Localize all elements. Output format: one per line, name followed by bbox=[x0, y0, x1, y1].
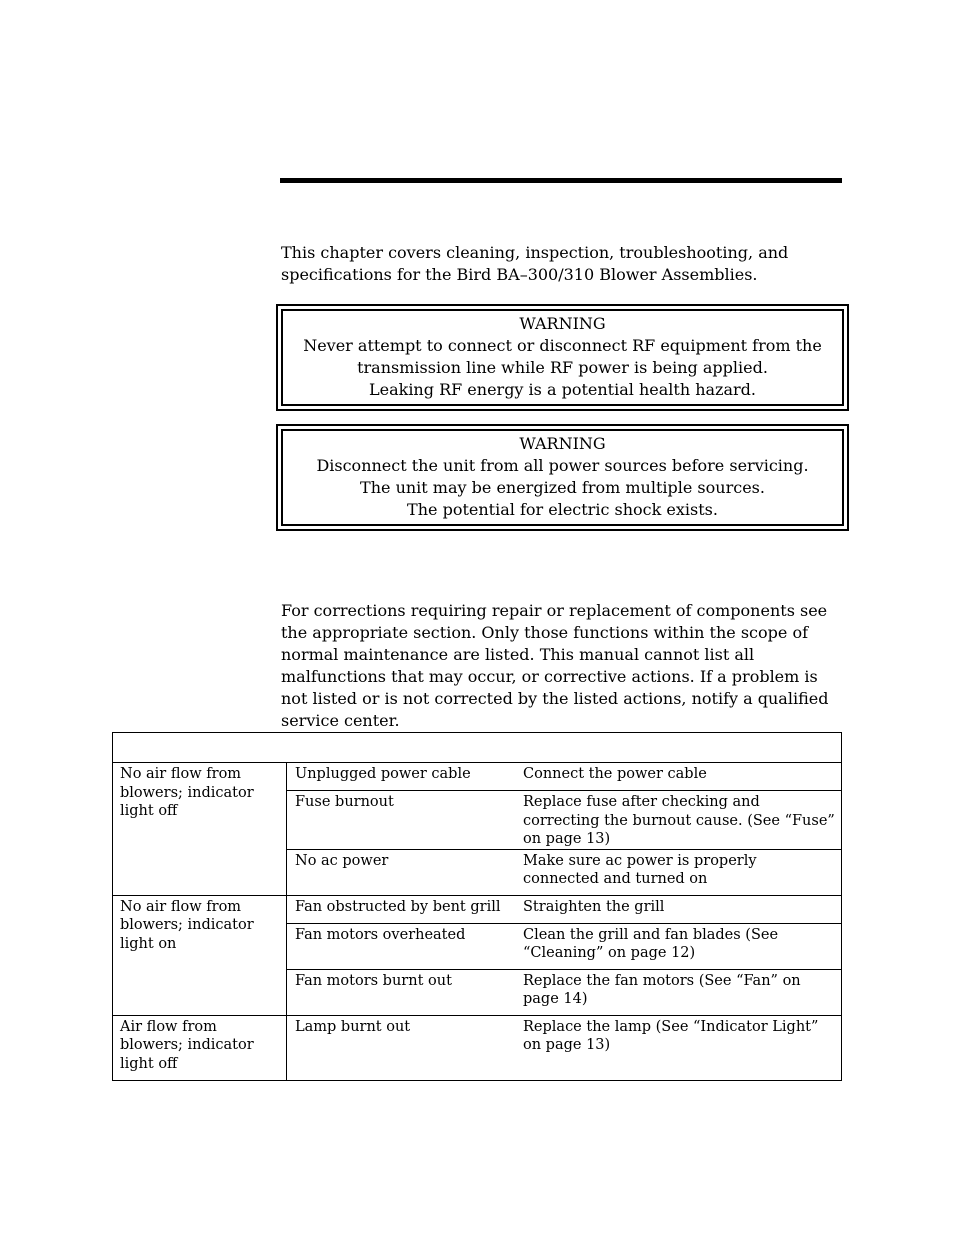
symptom-cell: No air flow from blowers; indicator light on bbox=[113, 895, 287, 1015]
warning-title: WARNING bbox=[519, 314, 606, 333]
table-row bbox=[113, 763, 842, 791]
cause-cell: No ac power bbox=[287, 849, 516, 895]
cause-cell: Fan motors overheated bbox=[287, 923, 516, 969]
troubleshooting-paragraph: For corrections requiring repair or replacement of components see the appropriate section. Only those functions within the scope of normal maintenance are listed. This manual cannot list all malfunctions that may occur, or corrective actions. If a problem is not listed or is not corrected by the listed actions, notify a qualified service center. bbox=[281, 601, 829, 730]
cause-cell: Fan motors burnt out bbox=[287, 969, 516, 1015]
table-header-cell bbox=[113, 733, 842, 763]
warning-line: The unit may be energized from multiple sources. bbox=[360, 478, 765, 497]
chapter-title-rule bbox=[280, 178, 842, 183]
remedy-cell: Straighten the grill bbox=[515, 895, 842, 923]
cause-cell: Unplugged power cable bbox=[287, 763, 516, 791]
remedy-cell: Replace the fan motors (See “Fan” on page 14) bbox=[515, 969, 842, 1015]
warning-box-rf-inner bbox=[281, 309, 844, 406]
warning-line: The potential for electric shock exists. bbox=[407, 500, 718, 519]
warning-line: Leaking RF energy is a potential health hazard. bbox=[368, 380, 756, 399]
symptom-cell: Air flow from blowers; indicator light off bbox=[113, 1015, 287, 1080]
warning-line: transmission line while RF power is being applied. bbox=[357, 358, 768, 377]
symptom-cell: No air flow from blowers; indicator light off bbox=[113, 763, 287, 896]
troubleshooting-table bbox=[112, 732, 842, 1081]
warning-line: Never attempt to connect or disconnect RF equipment from the bbox=[303, 336, 822, 355]
table-row bbox=[113, 1015, 842, 1080]
cause-cell: Lamp burnt out bbox=[287, 1015, 516, 1080]
remedy-cell: Make sure ac power is properly connected and turned on bbox=[515, 849, 842, 895]
intro-paragraph: This chapter covers cleaning, inspection, troubleshooting, and specifications for the Bird BA–300/310 Blower Assemblies. bbox=[281, 243, 789, 284]
remedy-cell: Connect the power cable bbox=[515, 763, 842, 791]
warning-box-rf bbox=[276, 304, 849, 411]
cause-cell: Fan obstructed by bent grill bbox=[287, 895, 516, 923]
table-header-row bbox=[113, 733, 842, 763]
remedy-cell: Clean the grill and fan blades (See “Cleaning” on page 12) bbox=[515, 923, 842, 969]
remedy-cell: Replace the lamp (See “Indicator Light” on page 13) bbox=[515, 1015, 842, 1080]
warning-title: WARNING bbox=[519, 434, 606, 453]
remedy-cell: Replace fuse after checking and correcting the burnout cause. (See “Fuse” on page 13) bbox=[515, 791, 842, 850]
warning-box-shock bbox=[276, 424, 849, 531]
warning-line: Disconnect the unit from all power sources before servicing. bbox=[316, 456, 809, 475]
table-row bbox=[113, 895, 842, 923]
cause-cell: Fuse burnout bbox=[287, 791, 516, 850]
warning-box-shock-inner bbox=[281, 429, 844, 526]
